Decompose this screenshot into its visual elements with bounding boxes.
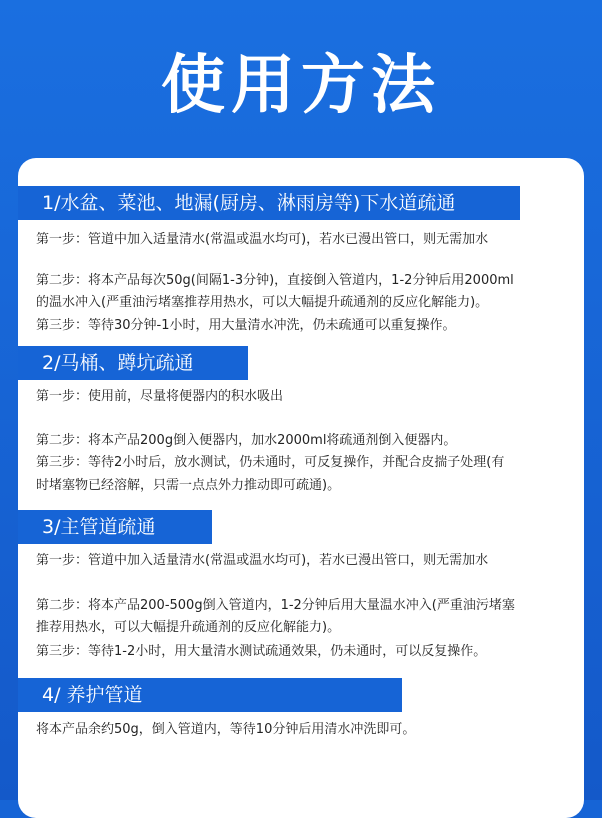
section-3-line-2: 第二步：将本产品200-500g倒入管道内，1-2分钟后用大量温水冲入(严重油污堵塞 xyxy=(36,598,515,613)
section-1-line-4: 第三步：等待30分钟-1小时，用大量清水冲洗，仍未疏通可以重复操作。 xyxy=(36,318,456,333)
section-2-line-2: 第二步：将本产品200g倒入便器内，加水2000ml将疏通剂倒入便器内。 xyxy=(36,433,457,448)
section-4-line-1: 将本产品余约50g，倒入管道内，等待10分钟后用清水冲洗即可。 xyxy=(36,722,416,737)
section-3-line-3: 推荐用热水，可以大幅提升疏通剂的反应化解能力)。 xyxy=(36,620,341,635)
section-3-line-1: 第一步：管道中加入适量清水(常温或温水均可)，若水已漫出管口，则无需加水 xyxy=(36,553,489,568)
instructions-card xyxy=(18,158,584,818)
section-1-line-3: 的温水冲入(严重油污堵塞推荐用热水，可以大幅提升疏通剂的反应化解能力)。 xyxy=(36,295,489,310)
section-2-heading: 2/马桶、蹲坑疏通 xyxy=(36,346,248,380)
section-2-line-4: 时堵塞物已经溶解，只需一点点外力推动即可疏通)。 xyxy=(36,478,341,493)
section-3-line-4: 第三步：等待1-2小时，用大量清水测试疏通效果，仍未通时，可以反复操作。 xyxy=(36,644,487,659)
section-3-heading: 3/主管道疏通 xyxy=(36,510,212,544)
section-1-heading: 1/水盆、菜池、地漏(厨房、淋雨房等)下水道疏通 xyxy=(36,186,520,220)
section-2-line-3: 第三步：等待2小时后，放水测试，仍未通时，可反复操作，并配合皮揣子处理(有 xyxy=(36,455,505,470)
page-title: 使用方法 xyxy=(161,49,441,123)
section-1-line-1: 第一步：管道中加入适量清水(常温或温水均可)，若水已漫出管口，则无需加水 xyxy=(36,232,489,247)
section-4-heading: 4/ 养护管道 xyxy=(36,678,402,712)
section-1-line-2: 第二步：将本产品每次50g(间隔1-3分钟)，直接倒入管道内，1-2分钟后用2000ml xyxy=(36,273,514,288)
section-2-line-1: 第一步：使用前，尽量将便器内的积水吸出 xyxy=(36,389,284,404)
